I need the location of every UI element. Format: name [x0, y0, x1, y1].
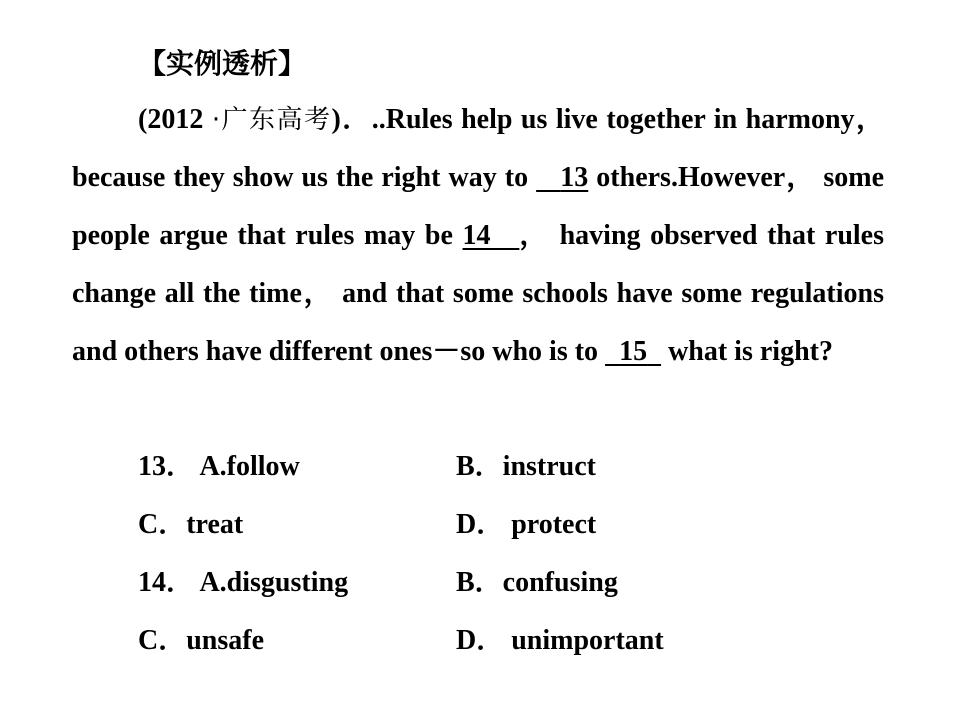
passage-text-1: ..Rules help us live together in harmony，because they show us the right way to: [72, 104, 885, 193]
option-13-b: B．instruct: [456, 451, 597, 482]
source-open: (2012: [138, 104, 204, 135]
option-14-b: B．confusing: [456, 567, 618, 598]
option-14-d: D． unimportant: [456, 625, 664, 656]
cloze-passage: [72, 91, 884, 381]
option-13-d: D． protect: [456, 509, 597, 540]
blank-14: 14: [462, 220, 491, 251]
options-row-q14-2: [138, 612, 664, 670]
passage-text-3: ， having observed that rules change all the time， and that some schools have some regulations and others have different ones－so who is to: [72, 220, 885, 367]
option-13-a: 13． A.follow: [138, 451, 300, 482]
blank-15: 15: [619, 336, 648, 367]
options-row-q13-1: [138, 438, 664, 496]
option-14-a: 14． A.disgusting: [138, 567, 349, 598]
source-close: )．: [331, 104, 372, 135]
options-row-q14-1: [138, 554, 664, 612]
passage-text-2: others.However， some people argue that rules may be: [72, 162, 884, 251]
answer-options: [138, 438, 664, 670]
option-13-c: C．treat: [138, 509, 244, 540]
source-dot: ·: [211, 105, 221, 135]
option-14-c: C．unsafe: [138, 625, 265, 656]
options-row-q13-2: [138, 496, 664, 554]
passage-text-4: what is right?: [661, 336, 833, 367]
source-exam-label: 广东高考: [220, 105, 332, 135]
blank-13: 13: [560, 162, 589, 193]
section-heading: 【实例透析】: [138, 47, 307, 80]
